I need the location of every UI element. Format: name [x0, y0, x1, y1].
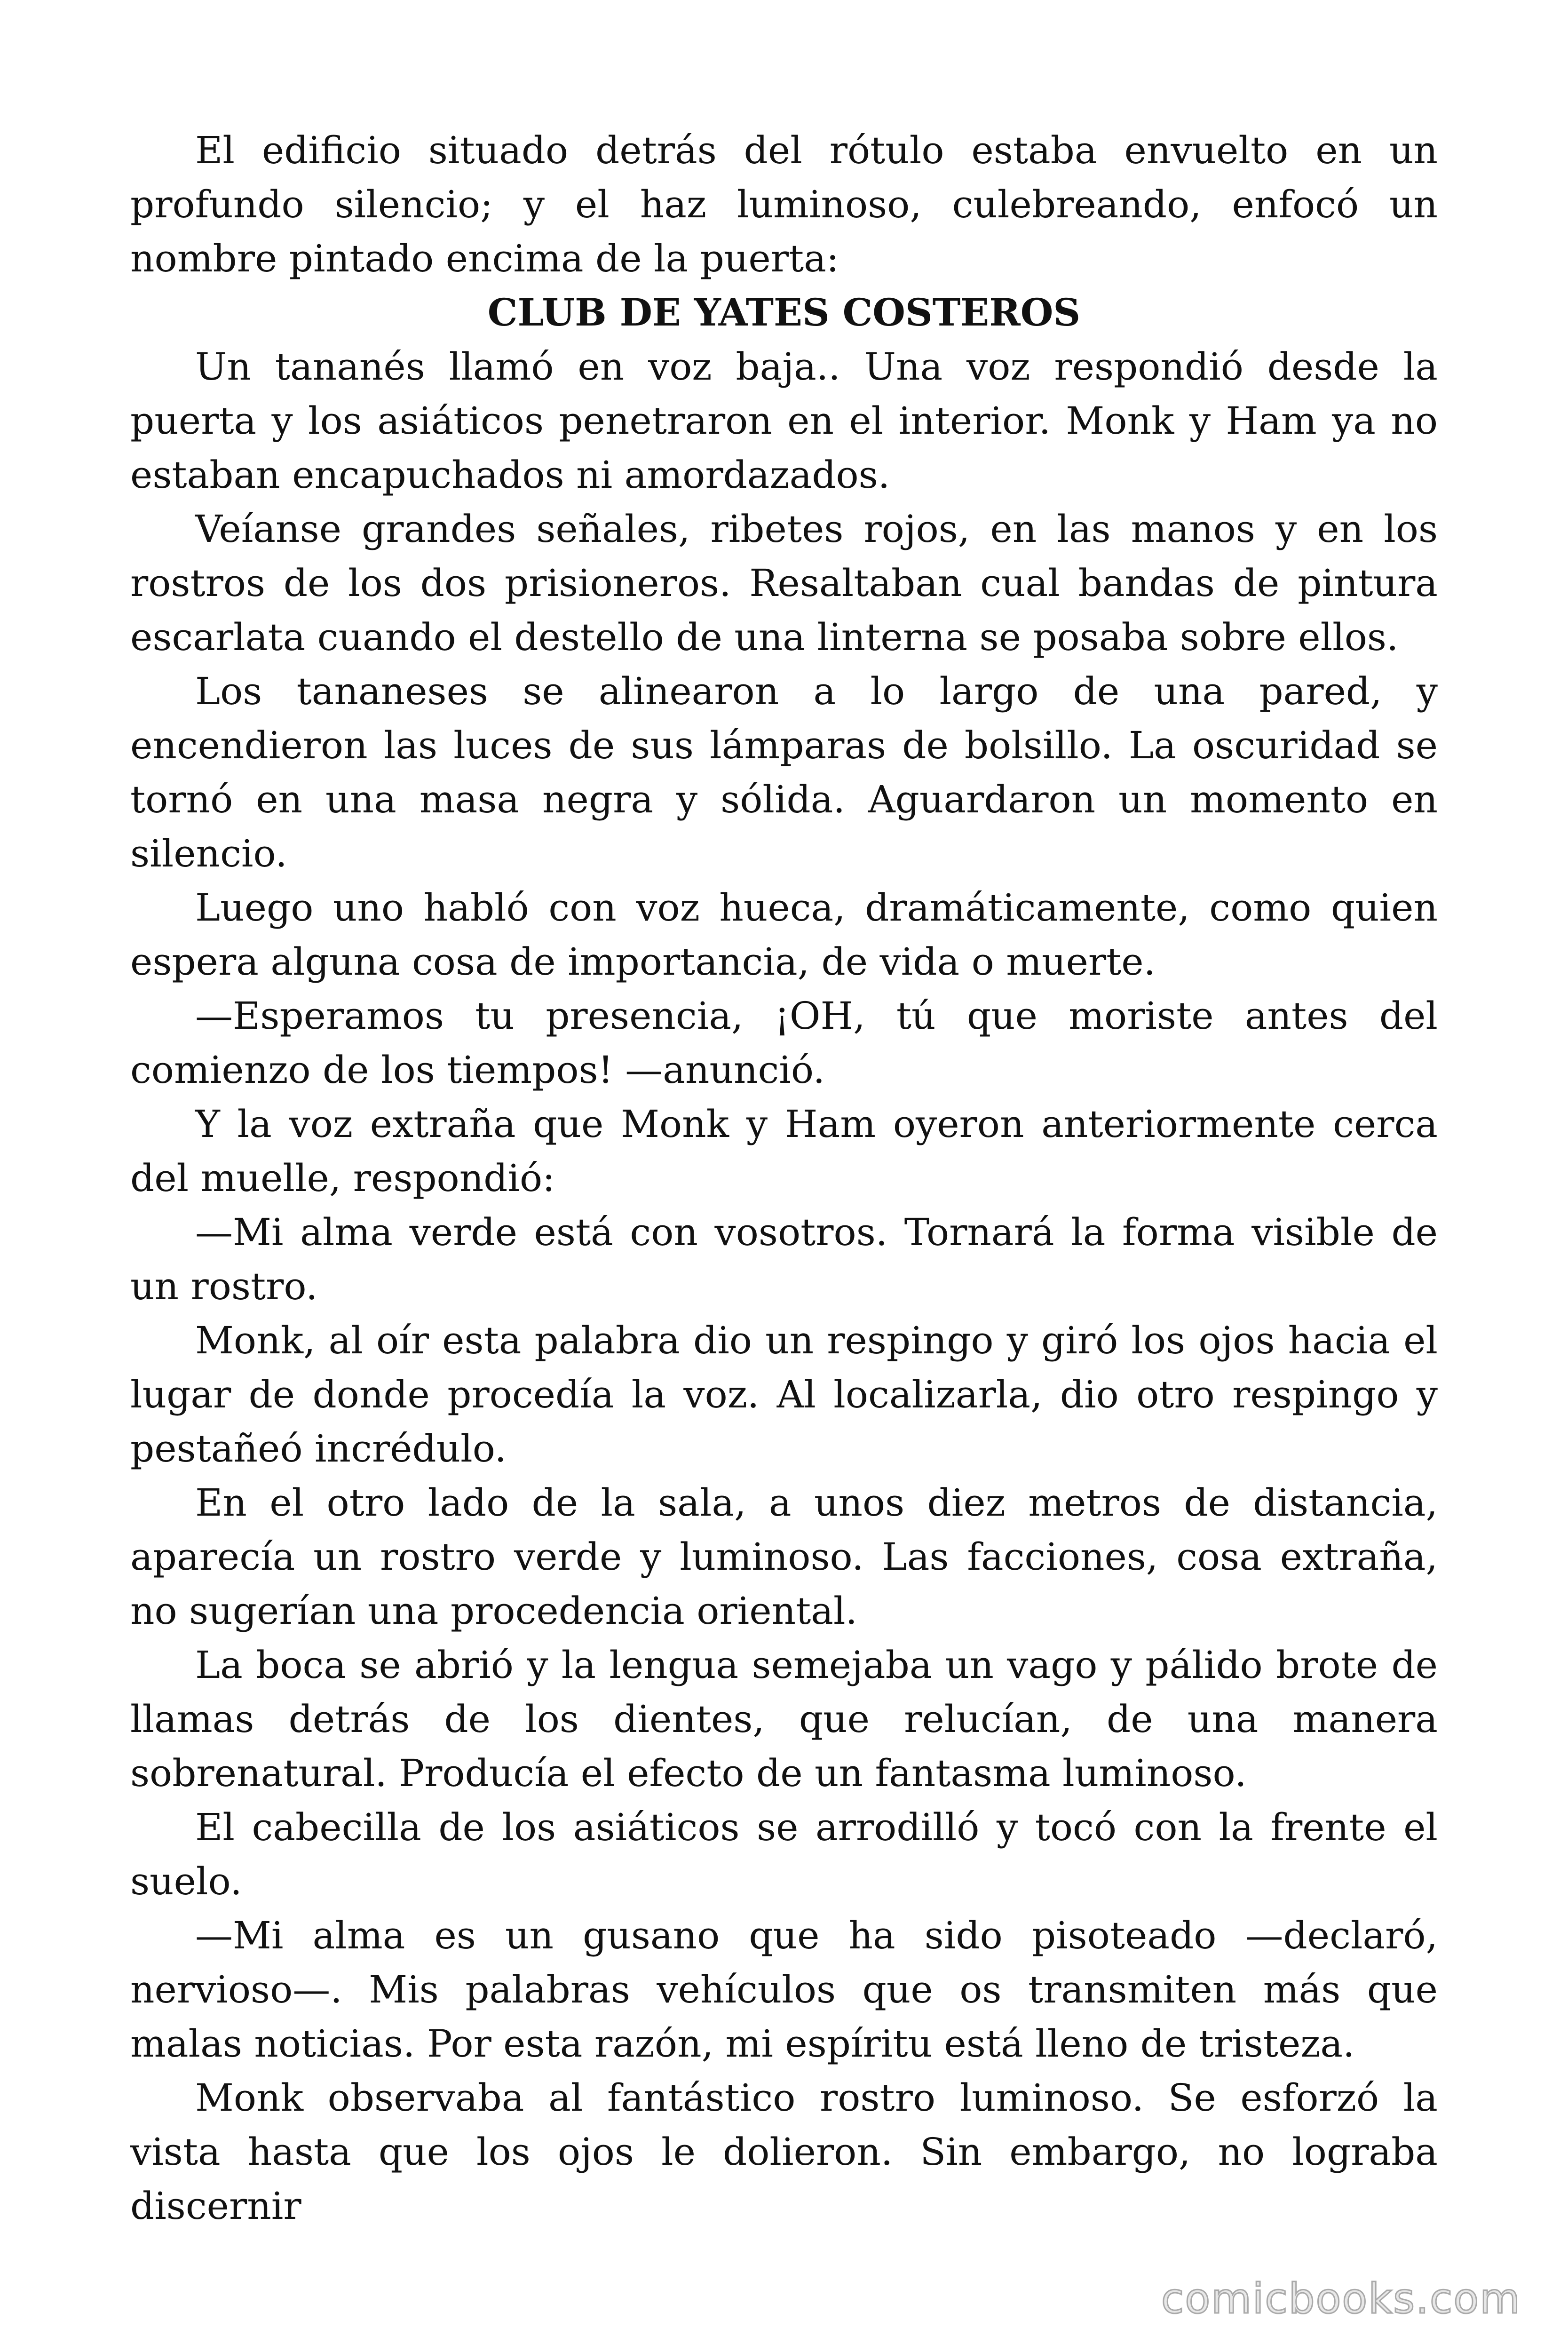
- sign-heading: CLUB DE YATES COSTEROS: [487, 290, 1081, 334]
- paragraph: El edificio situado detrás del rótulo estaba envuelto en un profundo silencio; y el haz luminoso, culebreando, enfocó un nombre pintado encima de la puerta:: [130, 128, 1438, 280]
- paragraph: Veíanse grandes señales, ribetes rojos, en las manos y en los rostros de los dos prisioneros. Resaltaban cual bandas de pintura escarlata cuando el destello de una linterna se posaba sobre ellos.: [130, 507, 1438, 659]
- watermark-text: comicbooks.com: [1161, 2274, 1521, 2323]
- body-text: [130, 123, 1438, 2233]
- paragraph: Un tananés llamó en voz baja.. Una voz respondió desde la puerta y los asiáticos penetraron en el interior. Monk y Ham ya no estaban encapuchados ni amordazados.: [130, 345, 1438, 497]
- paragraph: Y la voz extraña que Monk y Ham oyeron anteriormente cerca del muelle, respondió:: [130, 1102, 1438, 1200]
- paragraph: —Esperamos tu presencia, ¡OH, tú que moriste antes del comienzo de los tiempos! —anunció.: [130, 994, 1438, 1092]
- paragraph: —Mi alma verde está con vosotros. Tornará la forma visible de un rostro.: [130, 1210, 1438, 1308]
- paragraph: Los tananeses se alinearon a lo largo de una pared, y encendieron las luces de sus lámparas de bolsillo. La oscuridad se tornó en una masa negra y sólida. Aguardaron un momento en silencio.: [130, 669, 1438, 875]
- paragraph: Monk observaba al fantástico rostro luminoso. Se esforzó la vista hasta que los ojos le dolieron. Sin embargo, no lograba discernir: [130, 2076, 1438, 2228]
- paragraph: La boca se abrió y la lengua semejaba un vago y pálido brote de llamas detrás de los dientes, que relucían, de una manera sobrenatural. Producía el efecto de un fantasma luminoso.: [130, 1643, 1438, 1795]
- paragraph: Monk, al oír esta palabra dio un respingo y giró los ojos hacia el lugar de donde procedía la voz. Al localizarla, dio otro respingo y pestañeó incrédulo.: [130, 1319, 1438, 1470]
- paragraph: Luego uno habló con voz hueca, dramáticamente, como quien espera alguna cosa de importancia, de vida o muerte.: [130, 886, 1438, 984]
- paragraph: —Mi alma es un gusano que ha sido pisoteado —declaró, nervioso—. Mis palabras vehículos que os transmiten más que malas noticias. Por esta razón, mi espíritu está lleno de tristeza.: [130, 1914, 1438, 2066]
- paragraph: En el otro lado de la sala, a unos diez metros de distancia, aparecía un rostro verde y luminoso. Las facciones, cosa extraña, no sugerían una procedencia oriental.: [130, 1481, 1438, 1633]
- paragraph: El cabecilla de los asiáticos se arrodilló y tocó con la frente el suelo.: [130, 1805, 1438, 1903]
